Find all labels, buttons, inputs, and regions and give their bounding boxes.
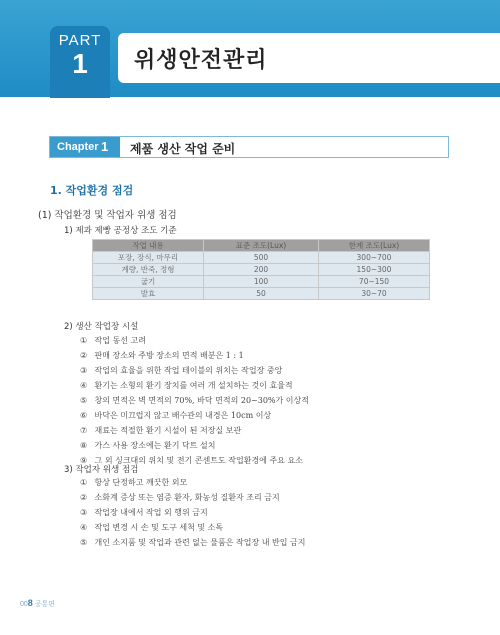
list-item-text: 환기는 소형의 환기 장치를 여러 개 설치하는 것이 효율적 (94, 381, 293, 390)
chapter-number: 1 (101, 139, 109, 154)
list-item-text: 작업의 효율을 위한 작업 테이블의 위치는 작업장 중앙 (94, 366, 283, 375)
table-cell: 포장, 장식, 마무리 (93, 252, 204, 264)
table-row (93, 252, 430, 264)
table-cell: 500 (204, 252, 319, 264)
facility-list (80, 333, 309, 468)
list-item-number: ⑤ (80, 396, 88, 405)
list-item-number: ⑥ (80, 411, 88, 420)
table-header-cell: 표준 조도(Lux) (204, 240, 319, 252)
table-cell: 30~70 (319, 288, 430, 300)
list-item-number: ① (80, 336, 88, 345)
list-item (80, 363, 309, 378)
list-item (80, 423, 309, 438)
list-item (80, 438, 309, 453)
list-item-number: ④ (80, 523, 88, 532)
list-item (80, 520, 305, 535)
list-item-number: ② (80, 351, 88, 360)
part-title: 위생안전관리 (134, 48, 268, 73)
list-item-number: ⑤ (80, 538, 88, 547)
list-item-text: 그 외 싱크대의 위치 및 전기 콘센트도 작업환경에 주요 요소 (94, 456, 303, 465)
list-item-number: ③ (80, 508, 88, 517)
part-tab (50, 26, 110, 98)
list-item (80, 408, 309, 423)
table-header-cell: 작업 내용 (93, 240, 204, 252)
subsection-heading: (1) 작업환경 및 작업자 위생 점검 (38, 210, 177, 221)
list-item (80, 393, 309, 408)
page-footer (20, 598, 55, 609)
table-header-row (93, 240, 430, 252)
table-header-cell: 한계 조도(Lux) (319, 240, 430, 252)
list-item-number: ⑦ (80, 426, 88, 435)
list-item-number: ⑧ (80, 441, 88, 450)
illumination-table (92, 239, 430, 300)
list-item-number: ④ (80, 381, 88, 390)
list-item (80, 475, 305, 490)
table-cell: 100 (204, 276, 319, 288)
hygiene-list (80, 475, 305, 550)
list-item-text: 재료는 적절한 환기 시설이 된 저장실 보관 (94, 426, 242, 435)
table-cell: 굽기 (93, 276, 204, 288)
table-cell: 발효 (93, 288, 204, 300)
list-item (80, 333, 309, 348)
table-cell: 200 (204, 264, 319, 276)
list-item-number: ⑨ (80, 456, 88, 465)
list-item (80, 348, 309, 363)
page-number: 8 (27, 598, 33, 608)
part-label: PART (58, 32, 102, 49)
list-item (80, 490, 305, 505)
list-item-text: 개인 소지품 및 작업과 관련 없는 물품은 작업장 내 반입 금지 (94, 538, 306, 547)
table-row (93, 264, 430, 276)
table-cell: 50 (204, 288, 319, 300)
list-item (80, 505, 305, 520)
item2-heading: 2) 생산 작업장 시설 (64, 322, 139, 332)
page-number-prefix: 00 (20, 601, 28, 608)
table-row (93, 276, 430, 288)
chapter-label: Chapter (57, 141, 99, 153)
list-item-text: 가스 사용 장소에는 환기 닥트 설치 (94, 441, 216, 450)
list-item (80, 535, 305, 550)
part-title-box (118, 33, 500, 83)
table-cell: 300~700 (319, 252, 430, 264)
book-part-label: 공통편 (34, 601, 56, 608)
list-item-text: 소화계 증상 또는 염증 환자, 화농성 질환자 조리 금지 (94, 493, 280, 502)
table-cell: 계량, 반죽, 정형 (93, 264, 204, 276)
chapter-badge (50, 137, 120, 157)
list-item-text: 항상 단정하고 깨끗한 외모 (94, 478, 188, 487)
table-cell: 150~300 (319, 264, 430, 276)
list-item-number: ① (80, 478, 88, 487)
list-item-text: 판매 장소와 주방 장소의 면적 배분은 1 : 1 (94, 351, 244, 360)
list-item-text: 작업 변경 시 손 및 도구 세척 및 소독 (94, 523, 224, 532)
chapter-header (49, 136, 449, 158)
list-item-text: 작업장 내에서 작업 외 행위 금지 (94, 508, 208, 517)
item1-heading: 1) 제과 제빵 공정상 조도 기준 (64, 226, 177, 236)
chapter-title: 제품 생산 작업 준비 (130, 142, 236, 156)
section-heading: 1. 작업환경 점검 (50, 184, 134, 197)
list-item-number: ③ (80, 366, 88, 375)
table-row (93, 288, 430, 300)
list-item (80, 378, 309, 393)
list-item-text: 바닥은 미끄럽지 않고 배수관의 내경은 10cm 이상 (94, 411, 272, 420)
list-item-number: ② (80, 493, 88, 502)
list-item-text: 창의 면적은 벽 면적의 70%, 바닥 면적의 20~30%가 이상적 (94, 396, 309, 405)
part-number: 1 (72, 48, 88, 79)
list-item-text: 작업 동선 고려 (94, 336, 147, 345)
item3-heading: 3) 작업자 위생 점검 (64, 465, 139, 475)
table-cell: 70~150 (319, 276, 430, 288)
